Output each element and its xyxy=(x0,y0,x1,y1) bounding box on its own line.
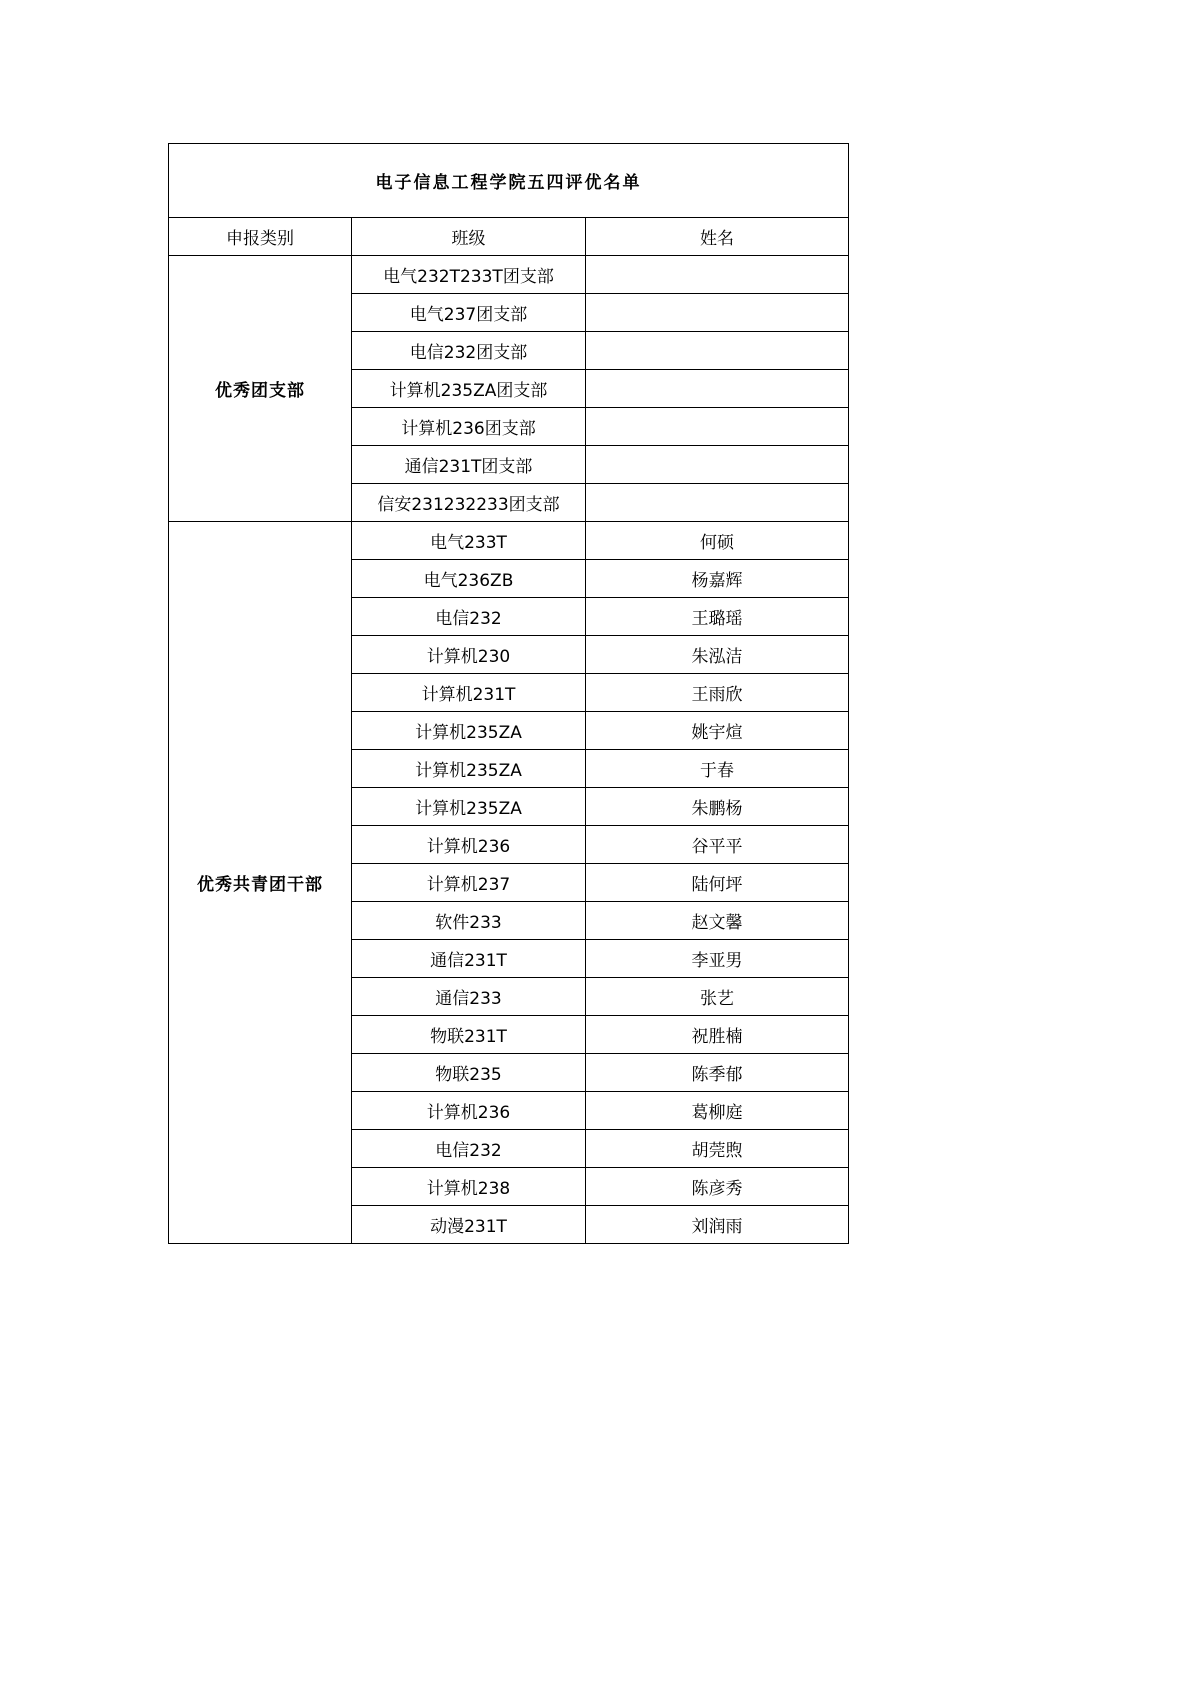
class-cell: 动漫231T xyxy=(352,1206,586,1244)
class-cell: 电信232 xyxy=(352,1130,586,1168)
class-cell: 物联231T xyxy=(352,1016,586,1054)
class-cell: 计算机235ZA团支部 xyxy=(352,370,586,408)
name-cell: 谷平平 xyxy=(586,826,849,864)
name-cell: 于春 xyxy=(586,750,849,788)
name-cell xyxy=(586,370,849,408)
table-row xyxy=(169,256,849,294)
name-cell: 胡莞煦 xyxy=(586,1130,849,1168)
class-cell: 计算机235ZA xyxy=(352,788,586,826)
header-class: 班级 xyxy=(352,218,586,256)
class-cell: 计算机235ZA xyxy=(352,750,586,788)
name-cell: 陈彦秀 xyxy=(586,1168,849,1206)
name-cell xyxy=(586,446,849,484)
name-cell xyxy=(586,256,849,294)
class-cell: 通信231T团支部 xyxy=(352,446,586,484)
class-cell: 电信232 xyxy=(352,598,586,636)
class-cell: 电气233T xyxy=(352,522,586,560)
name-cell: 张艺 xyxy=(586,978,849,1016)
class-cell: 电信232团支部 xyxy=(352,332,586,370)
class-cell: 软件233 xyxy=(352,902,586,940)
class-cell: 物联235 xyxy=(352,1054,586,1092)
name-cell: 刘润雨 xyxy=(586,1206,849,1244)
category-cell-excellent-cadre: 优秀共青团干部 xyxy=(169,522,352,1244)
header-name: 姓名 xyxy=(586,218,849,256)
class-cell: 信安231232233团支部 xyxy=(352,484,586,522)
page-title: 电子信息工程学院五四评优名单 xyxy=(169,144,849,218)
name-cell: 赵文馨 xyxy=(586,902,849,940)
name-cell: 朱鹏杨 xyxy=(586,788,849,826)
header-category: 申报类别 xyxy=(169,218,352,256)
table-header-row xyxy=(169,218,849,256)
name-cell: 朱泓洁 xyxy=(586,636,849,674)
category-cell-excellent-branch: 优秀团支部 xyxy=(169,256,352,522)
class-cell: 计算机230 xyxy=(352,636,586,674)
class-cell: 计算机237 xyxy=(352,864,586,902)
name-cell: 姚宇煊 xyxy=(586,712,849,750)
class-cell: 计算机235ZA xyxy=(352,712,586,750)
name-cell: 王雨欣 xyxy=(586,674,849,712)
class-cell: 通信231T xyxy=(352,940,586,978)
class-cell: 电气232T233T团支部 xyxy=(352,256,586,294)
name-cell xyxy=(586,408,849,446)
name-cell: 陈季郁 xyxy=(586,1054,849,1092)
class-cell: 通信233 xyxy=(352,978,586,1016)
table-title-row xyxy=(169,144,849,218)
name-cell: 何硕 xyxy=(586,522,849,560)
class-cell: 电气236ZB xyxy=(352,560,586,598)
class-cell: 计算机236 xyxy=(352,826,586,864)
class-cell: 计算机236 xyxy=(352,1092,586,1130)
class-cell: 计算机238 xyxy=(352,1168,586,1206)
class-cell: 计算机231T xyxy=(352,674,586,712)
name-cell xyxy=(586,294,849,332)
class-cell: 电气237团支部 xyxy=(352,294,586,332)
approval-list-table xyxy=(168,143,849,1244)
name-cell: 葛柳庭 xyxy=(586,1092,849,1130)
name-cell: 陆何坪 xyxy=(586,864,849,902)
class-cell: 计算机236团支部 xyxy=(352,408,586,446)
name-cell: 杨嘉辉 xyxy=(586,560,849,598)
name-cell xyxy=(586,484,849,522)
name-cell: 李亚男 xyxy=(586,940,849,978)
name-cell: 祝胜楠 xyxy=(586,1016,849,1054)
name-cell: 王璐瑶 xyxy=(586,598,849,636)
table-row xyxy=(169,522,849,560)
name-cell xyxy=(586,332,849,370)
